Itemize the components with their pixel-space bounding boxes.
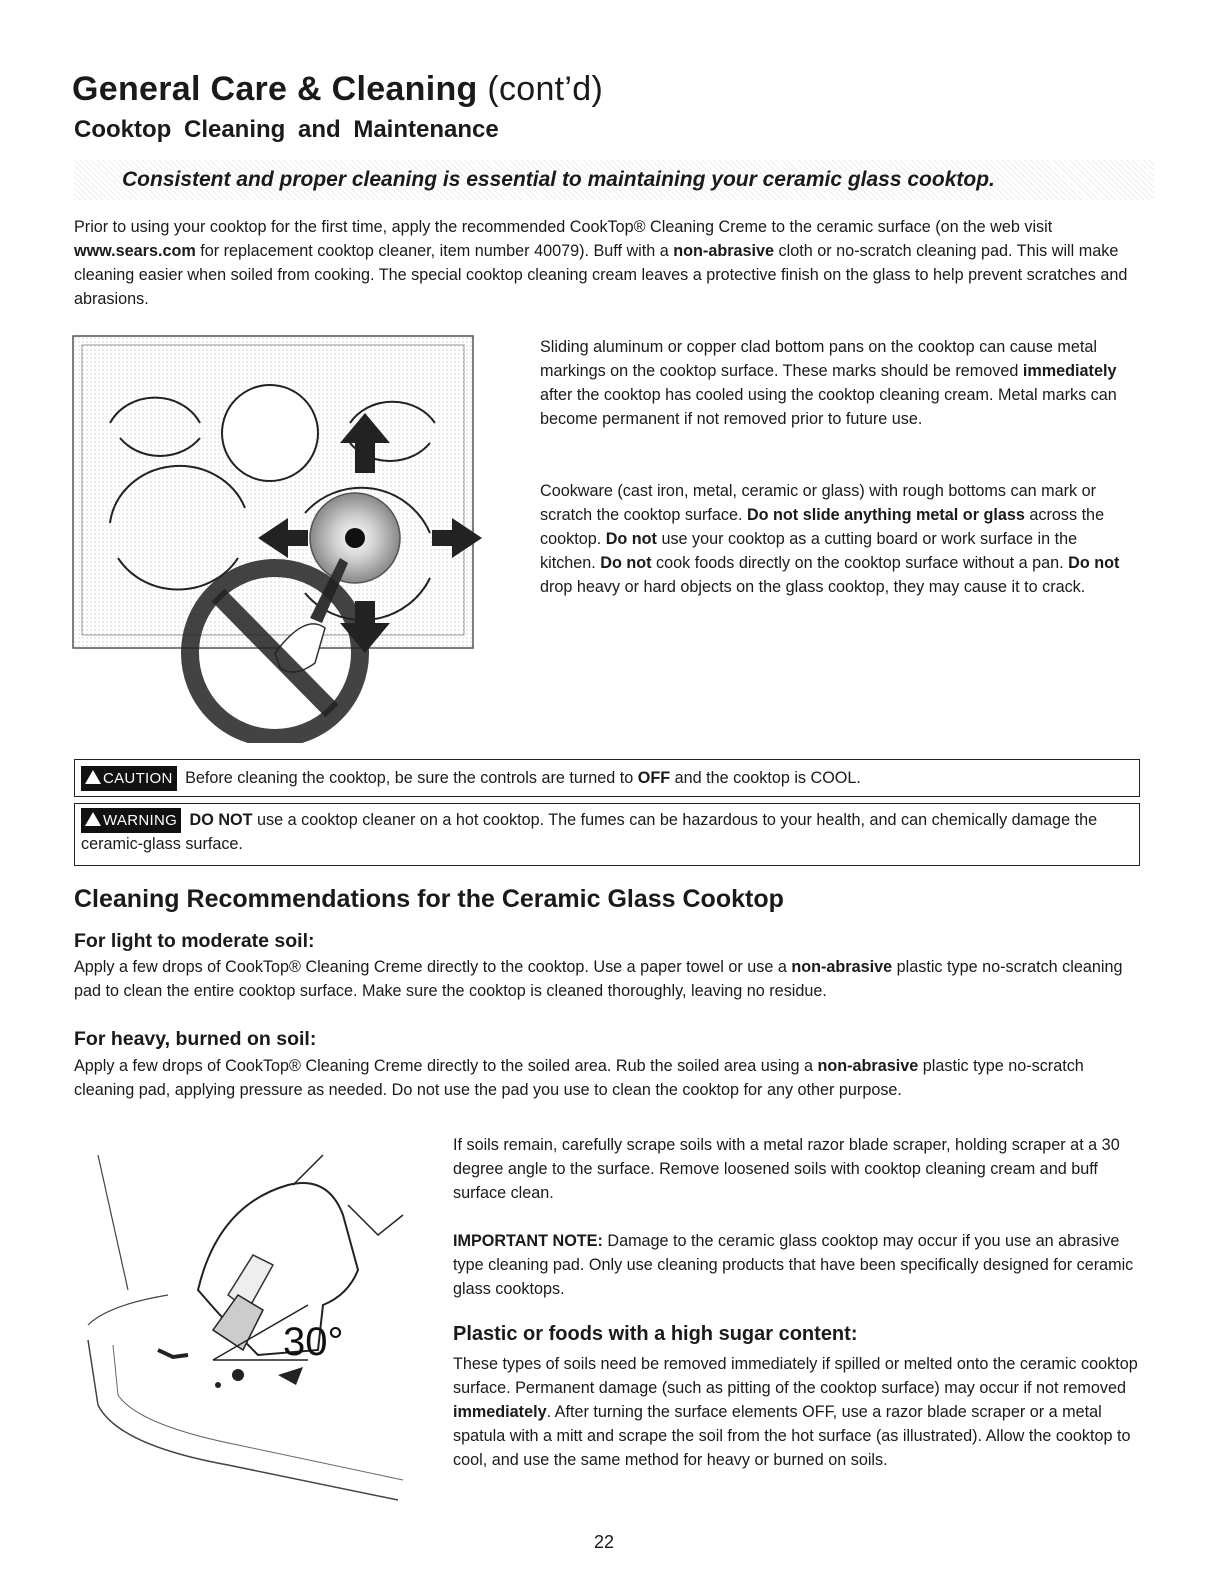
burner-back-center: [222, 385, 318, 481]
scrape-paragraph: If soils remain, carefully scrape soils with a metal razor blade scraper, holding scraper at a 30 degree angle to the surface. Remove loosened soils with cooktop cleaning cream and buff surface clean.: [453, 1136, 1120, 1202]
light-soil-paragraph: Apply a few drops of CookTop® Cleaning Creme directly to the cooktop. Use a paper towel or use a non-abrasive plastic type no-scratch cleaning pad to clean the entire cooktop surface. Make sure the cooktop is cleaned thoroughly, leaving no residue.: [74, 958, 1123, 1000]
recommendations-title: Cleaning Recommendations for the Ceramic Glass Cooktop: [74, 885, 784, 913]
sugar-heading: Plastic or foods with a high sugar content:: [453, 1323, 858, 1345]
sugar-paragraph: These types of soils need be removed immediately if spilled or melted onto the ceramic cooktop surface. Permanent damage (such as pitting of the cooktop surface) may occur if not removed immediately. After turning the surface elements OFF, use a razor blade scraper or a metal spatula with a mitt and scrape the soil from the hot surface (as illustrated). Allow the cooktop to cool, and use the same method for heavy or burned on soils.: [453, 1355, 1138, 1469]
sears-link[interactable]: www.sears.com: [74, 242, 196, 260]
heavy-soil-heading: For heavy, burned on soil:: [74, 1028, 317, 1050]
light-soil-heading: For light to moderate soil:: [74, 930, 315, 952]
banner-text: Consistent and proper cleaning is essential to maintaining your ceramic glass cooktop.: [122, 168, 995, 191]
page-title-suffix: (cont’d): [487, 70, 604, 108]
scraper-illustration: [78, 1145, 418, 1505]
warning-triangle-icon: [85, 812, 101, 826]
cooktop-no-slide-illustration: [70, 333, 490, 743]
warning-badge: WARNING: [81, 808, 181, 833]
cooktop-edge: [88, 1340, 398, 1500]
page-title: [72, 70, 603, 109]
heavy-soil-paragraph: Apply a few drops of CookTop® Cleaning Creme directly to the soiled area. Rub the soiled area using a non-abrasive plastic type no-scratch cleaning pad, applying pressure as needed. Do not use the pad you use to clean the cooktop for any other purpose.: [74, 1057, 1084, 1099]
caution-badge: CAUTION: [81, 766, 177, 791]
angle-label: 30°: [283, 1320, 344, 1364]
cookware-paragraph: Cookware (cast iron, metal, ceramic or glass) with rough bottoms can mark or scratch the cooktop surface. Do not slide anything metal or glass across the cooktop. Do not use your cooktop as a cutting board or work surface in the kitchen. Do not cook foods directly on the cooktop surface without a pan. Do not drop heavy or hard objects on the glass cooktop, they may cause it to crack.: [540, 482, 1120, 596]
warning-triangle-icon: [85, 770, 101, 784]
warning-box: WARNING DO NOT use a cooktop cleaner on a hot cooktop. The fumes can be hazardous to your health, and can chemically damage the ceramic-glass surface.: [74, 803, 1140, 866]
page-title-main: General Care & Cleaning: [72, 70, 478, 108]
caution-box: CAUTION Before cleaning the cooktop, be sure the controls are turned to OFF and the cooktop is COOL.: [74, 759, 1140, 797]
important-note-paragraph: IMPORTANT NOTE: Damage to the ceramic glass cooktop may occur if you use an abrasive type cleaning pad. Only use cleaning products that have been specifically designed for ceramic glass cooktops.: [453, 1232, 1134, 1298]
intro-paragraph: Prior to using your cooktop for the first time, apply the recommended CookTop® Cleaning Creme to the ceramic surface (on the web visit www.sears.com for replacement cooktop cleaner, item number 40079). Buff with a non-abrasive cloth or no-scratch cleaning pad. This will make cleaning easier when soiled from cooking. The special cooktop cleaning cream leaves a protective finish on the glass to help prevent scratches and abrasions.: [74, 218, 1128, 308]
section-subtitle: Cooktop Cleaning and Maintenance: [74, 116, 499, 143]
sliding-paragraph: Sliding aluminum or copper clad bottom pans on the cooktop can cause metal markings on the cooktop surface. These marks should be removed immediately after the cooktop has cooled using the cooktop cleaning cream. Metal marks can become permanent if not removed prior to future use.: [540, 338, 1117, 428]
soil-mark: [158, 1350, 188, 1357]
page-number: 22: [594, 1532, 615, 1552]
